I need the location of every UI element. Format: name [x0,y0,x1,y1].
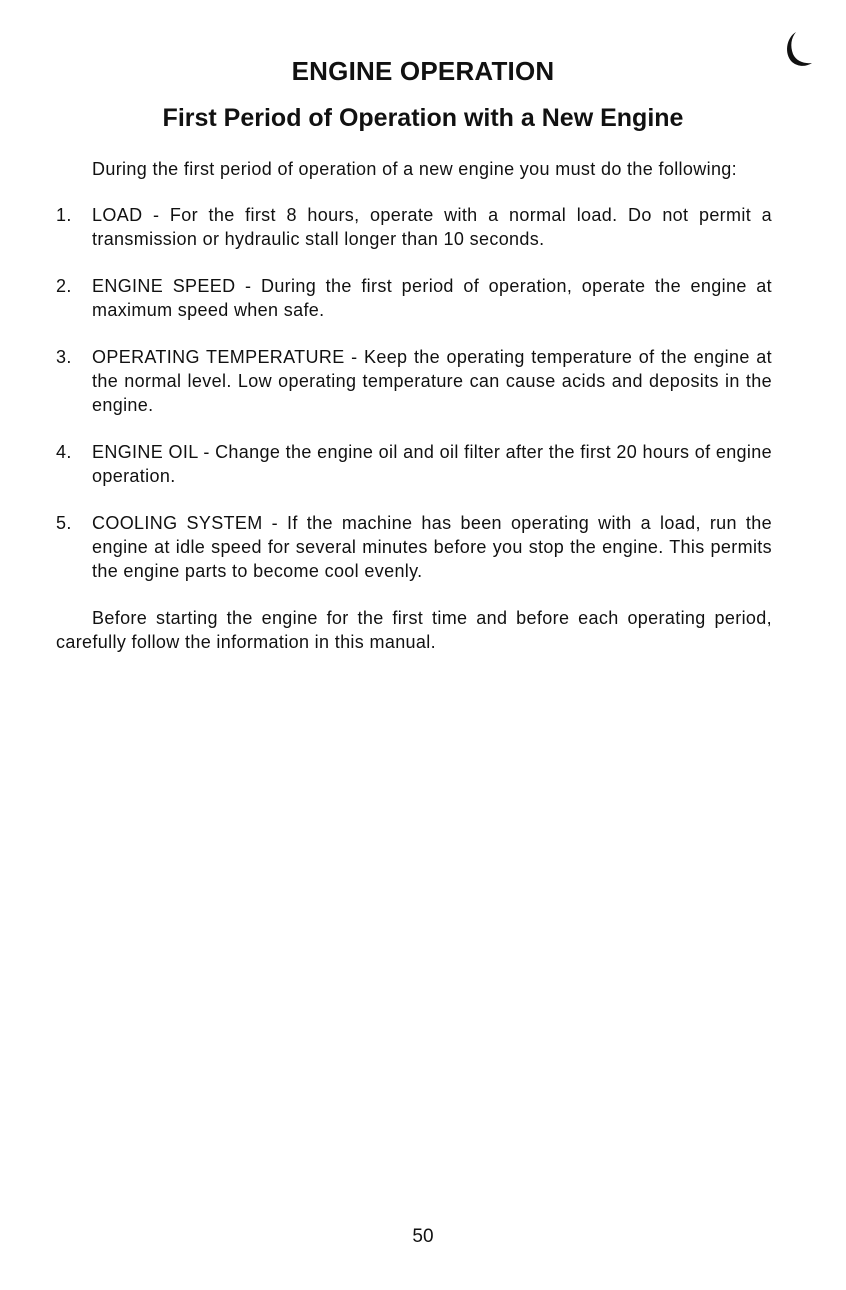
list-item [56,274,772,322]
item-number: 3. [56,347,72,367]
item-text: LOAD - For the first 8 hours, operate with a normal load. Do not permit a transmission or hydraulic stall longer than 10 seconds. [92,205,772,249]
list-item [56,440,772,488]
item-text: ENGINE SPEED - During the first period of operation, operate the engine at maximum speed when safe. [92,276,772,320]
page-title: ENGINE OPERATION [291,56,555,86]
instruction-list [56,203,772,583]
item-number: 5. [56,513,72,533]
item-text: COOLING SYSTEM - If the machine has been operating with a load, run the engine at idle speed for several minutes before you stop the engine. This permits the engine parts to become cool evenly. [92,513,772,581]
list-item [56,203,772,251]
closing-paragraph: Before starting the engine for the first time and before each operating period, carefully follow the information in this manual. [56,608,772,652]
section-subtitle: First Period of Operation with a New Engine [162,104,684,132]
item-text: ENGINE OIL - Change the engine oil and oil filter after the first 20 hours of engine operation. [92,442,772,486]
item-text: OPERATING TEMPERATURE - Keep the operating temperature of the engine at the normal level. Low operating temperature can cause acids and deposits in the engine. [92,347,772,415]
item-number: 1. [56,205,72,225]
body-content [56,157,772,654]
item-number: 2. [56,276,72,296]
page-number: 50 [412,1226,434,1247]
item-number: 4. [56,442,72,462]
list-item [56,345,772,417]
intro-paragraph: During the first period of operation of a new engine you must do the following: [92,159,738,179]
list-item [56,511,772,583]
